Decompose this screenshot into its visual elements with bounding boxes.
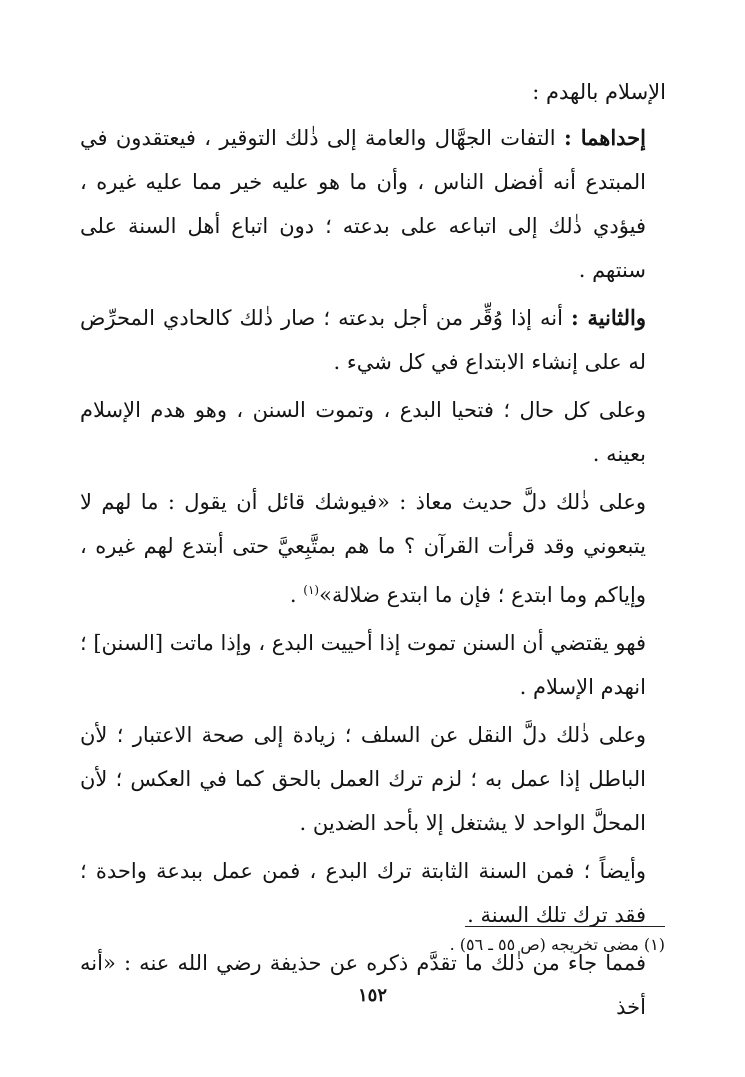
paragraph-muadh-hadith (80, 480, 666, 617)
paragraph-second-reason (80, 296, 666, 384)
paragraph-also (80, 849, 666, 937)
paragraph-text: فهو يقتضي أن السنن تموت إذا أحييت البدع ، وإذا ماتت [السنن] ؛ انهدم الإسلام . (80, 631, 646, 699)
footnote-marker[interactable]: (١) (303, 583, 320, 597)
paragraph-lead: والثانية : (571, 305, 646, 330)
paragraph-text: وأيضاً ؛ فمن السنة الثابتة ترك البدع ، فمن عمل ببدعة واحدة ؛ فقد ترك تلك السنة . (80, 859, 646, 927)
footnote: (١) مضى تخريجه (ص ٥٥ ـ ٥٦) . (449, 935, 665, 954)
paragraph-text: وعلى ذٰلك دلَّ النقل عن السلف ؛ زيادة إلى صحة الاعتبار ؛ لأن الباطل إذا عمل به ؛ لزم ترك العمل بالحق كما في العكس ؛ لأن المحلَّ الواحد لا يشتغل إلا بأحد الضدين . (80, 723, 646, 835)
paragraph-text: وعلى ذٰلك دلَّ حديث معاذ : «فيوشك قائل أن يقول : ما لهم لا يتبعوني وقد قرأت القرآن ؟ ما هم بمتَّبِعيَّ حتى أبتدع لهم غيره ، وإياكم وما ابتدع ؛ فإن ما ابتدع ضلالة» (80, 490, 646, 607)
paragraph-text: أنه إذا وُقِّر من أجل بدعته ؛ صار ذٰلك كالحادي المحرِّض له على إنشاء الابتداع في كل شيء . (80, 306, 646, 374)
paragraph-lead: إحداهما : (563, 125, 646, 150)
paragraph-sunnah-dies (80, 621, 666, 709)
paragraph-text: وعلى كل حال ؛ فتحيا البدع ، وتموت السنن ، وهو هدم الإسلام بعينه . (80, 398, 646, 466)
paragraph-salaf (80, 713, 666, 845)
footnote-divider (465, 926, 665, 927)
paragraph-first-reason (80, 116, 666, 292)
paragraph-conclusion (80, 388, 666, 476)
paragraph-tail: . (289, 583, 304, 607)
paragraph-continued: فمما جاء من ذٰلك ما تقدَّم ذكره عن حذيفة رضي الله عنه : «أنه أخذ (80, 951, 646, 1019)
page-body (80, 70, 666, 1029)
continued-heading: الإسلام بالهدم : (532, 80, 666, 104)
paragraph-text: التفات الجهَّال والعامة إلى ذٰلك التوقير ، فيعتقدون في المبتدع أنه أفضل الناس ، وأن ما هو عليه خير مما عليه غيره ، فيؤدي ذٰلك إلى اتباعه على بدعته ؛ دون اتباع أهل السنة على سنتهم . (80, 126, 646, 282)
page-number: ١٥٢ (357, 985, 387, 1006)
